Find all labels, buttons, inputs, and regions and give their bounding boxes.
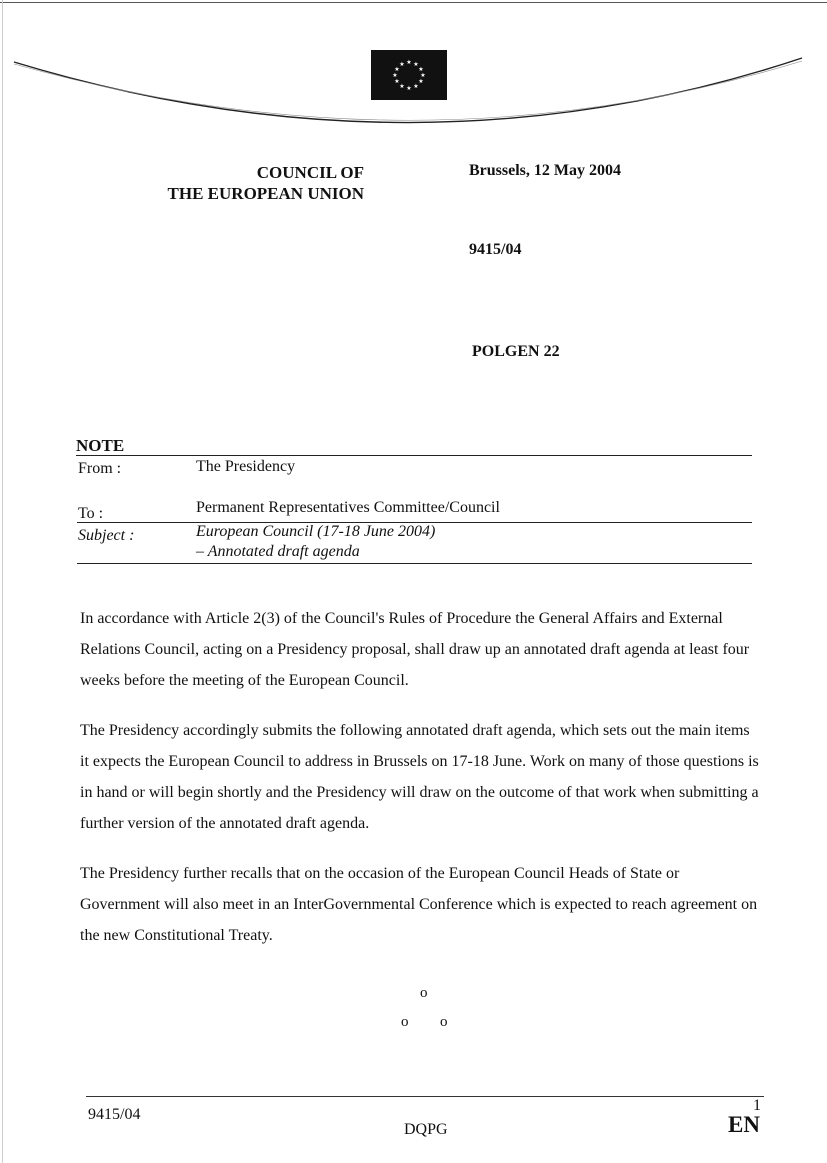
subject-rule [77, 563, 752, 564]
scan-edge [2, 0, 3, 1163]
footer-doc-ref: 9415/04 [88, 1106, 141, 1123]
to-value: Permanent Representatives Committee/Council [196, 499, 500, 516]
note-rule-top [76, 455, 752, 456]
paragraph-1: In accordance with Article 2(3) of the Council's Rules of Procedure the General Affairs and External Relations Council, acting on a Presidency proposal, shall draw up an annotated draft agenda at least four weeks before the meeting of the European Council. [80, 610, 750, 689]
footer-rule [86, 1096, 764, 1097]
body-text [80, 603, 760, 970]
svg-text:★: ★ [418, 78, 424, 85]
classification-code: POLGEN 22 [472, 343, 560, 360]
svg-text:★: ★ [392, 72, 398, 79]
to-label: To : [78, 505, 104, 522]
eu-flag-icon [371, 50, 447, 100]
document-number: 9415/04 [469, 241, 522, 258]
note-label: NOTE [76, 436, 125, 455]
svg-text:★: ★ [399, 61, 405, 68]
svg-text:★: ★ [413, 83, 419, 90]
language-code: EN [728, 1112, 760, 1137]
institution-line-1: COUNCIL OF [256, 163, 364, 182]
eu-stars [371, 50, 447, 100]
subject-value: European Council (17-18 June 2004) [196, 523, 436, 540]
svg-text:★: ★ [394, 78, 400, 85]
footer-department: DQPG [404, 1121, 448, 1138]
separator-mark-left: o [401, 1014, 409, 1030]
page-number: 1 [753, 1097, 761, 1114]
subject-subtitle: – Annotated draft agenda [196, 543, 360, 560]
svg-text:★: ★ [406, 59, 412, 66]
place-date: Brussels, 12 May 2004 [469, 162, 621, 179]
subject-label: Subject : [78, 527, 135, 544]
from-label: From : [78, 460, 122, 477]
svg-text:★: ★ [406, 85, 412, 92]
institution-name [140, 162, 364, 204]
paragraph-3: The Presidency further recalls that on the occasion of the European Council Heads of State or Government will also meet in an InterGovernmental Conference which is expected to reach agreement on the new Constitutional Treaty. [80, 865, 758, 944]
from-value: The Presidency [196, 458, 296, 475]
separator-mark-top: o [420, 985, 428, 1001]
svg-text:★: ★ [413, 61, 419, 68]
svg-text:★: ★ [420, 72, 426, 79]
svg-text:★: ★ [399, 83, 405, 90]
svg-text:★: ★ [418, 66, 424, 73]
institution-line-2: THE EUROPEAN UNION [167, 184, 364, 203]
paragraph-2: The Presidency accordingly submits the following annotated draft agenda, which sets out the main items it expects the European Council to address in Brussels on 17-18 June. Work on many of those questions is in hand or will begin shortly and the Presidency will draw on the outcome of that work when submitting a further version of the annotated draft agenda. [80, 722, 759, 832]
separator-mark-right: o [440, 1014, 448, 1030]
svg-text:★: ★ [394, 66, 400, 73]
